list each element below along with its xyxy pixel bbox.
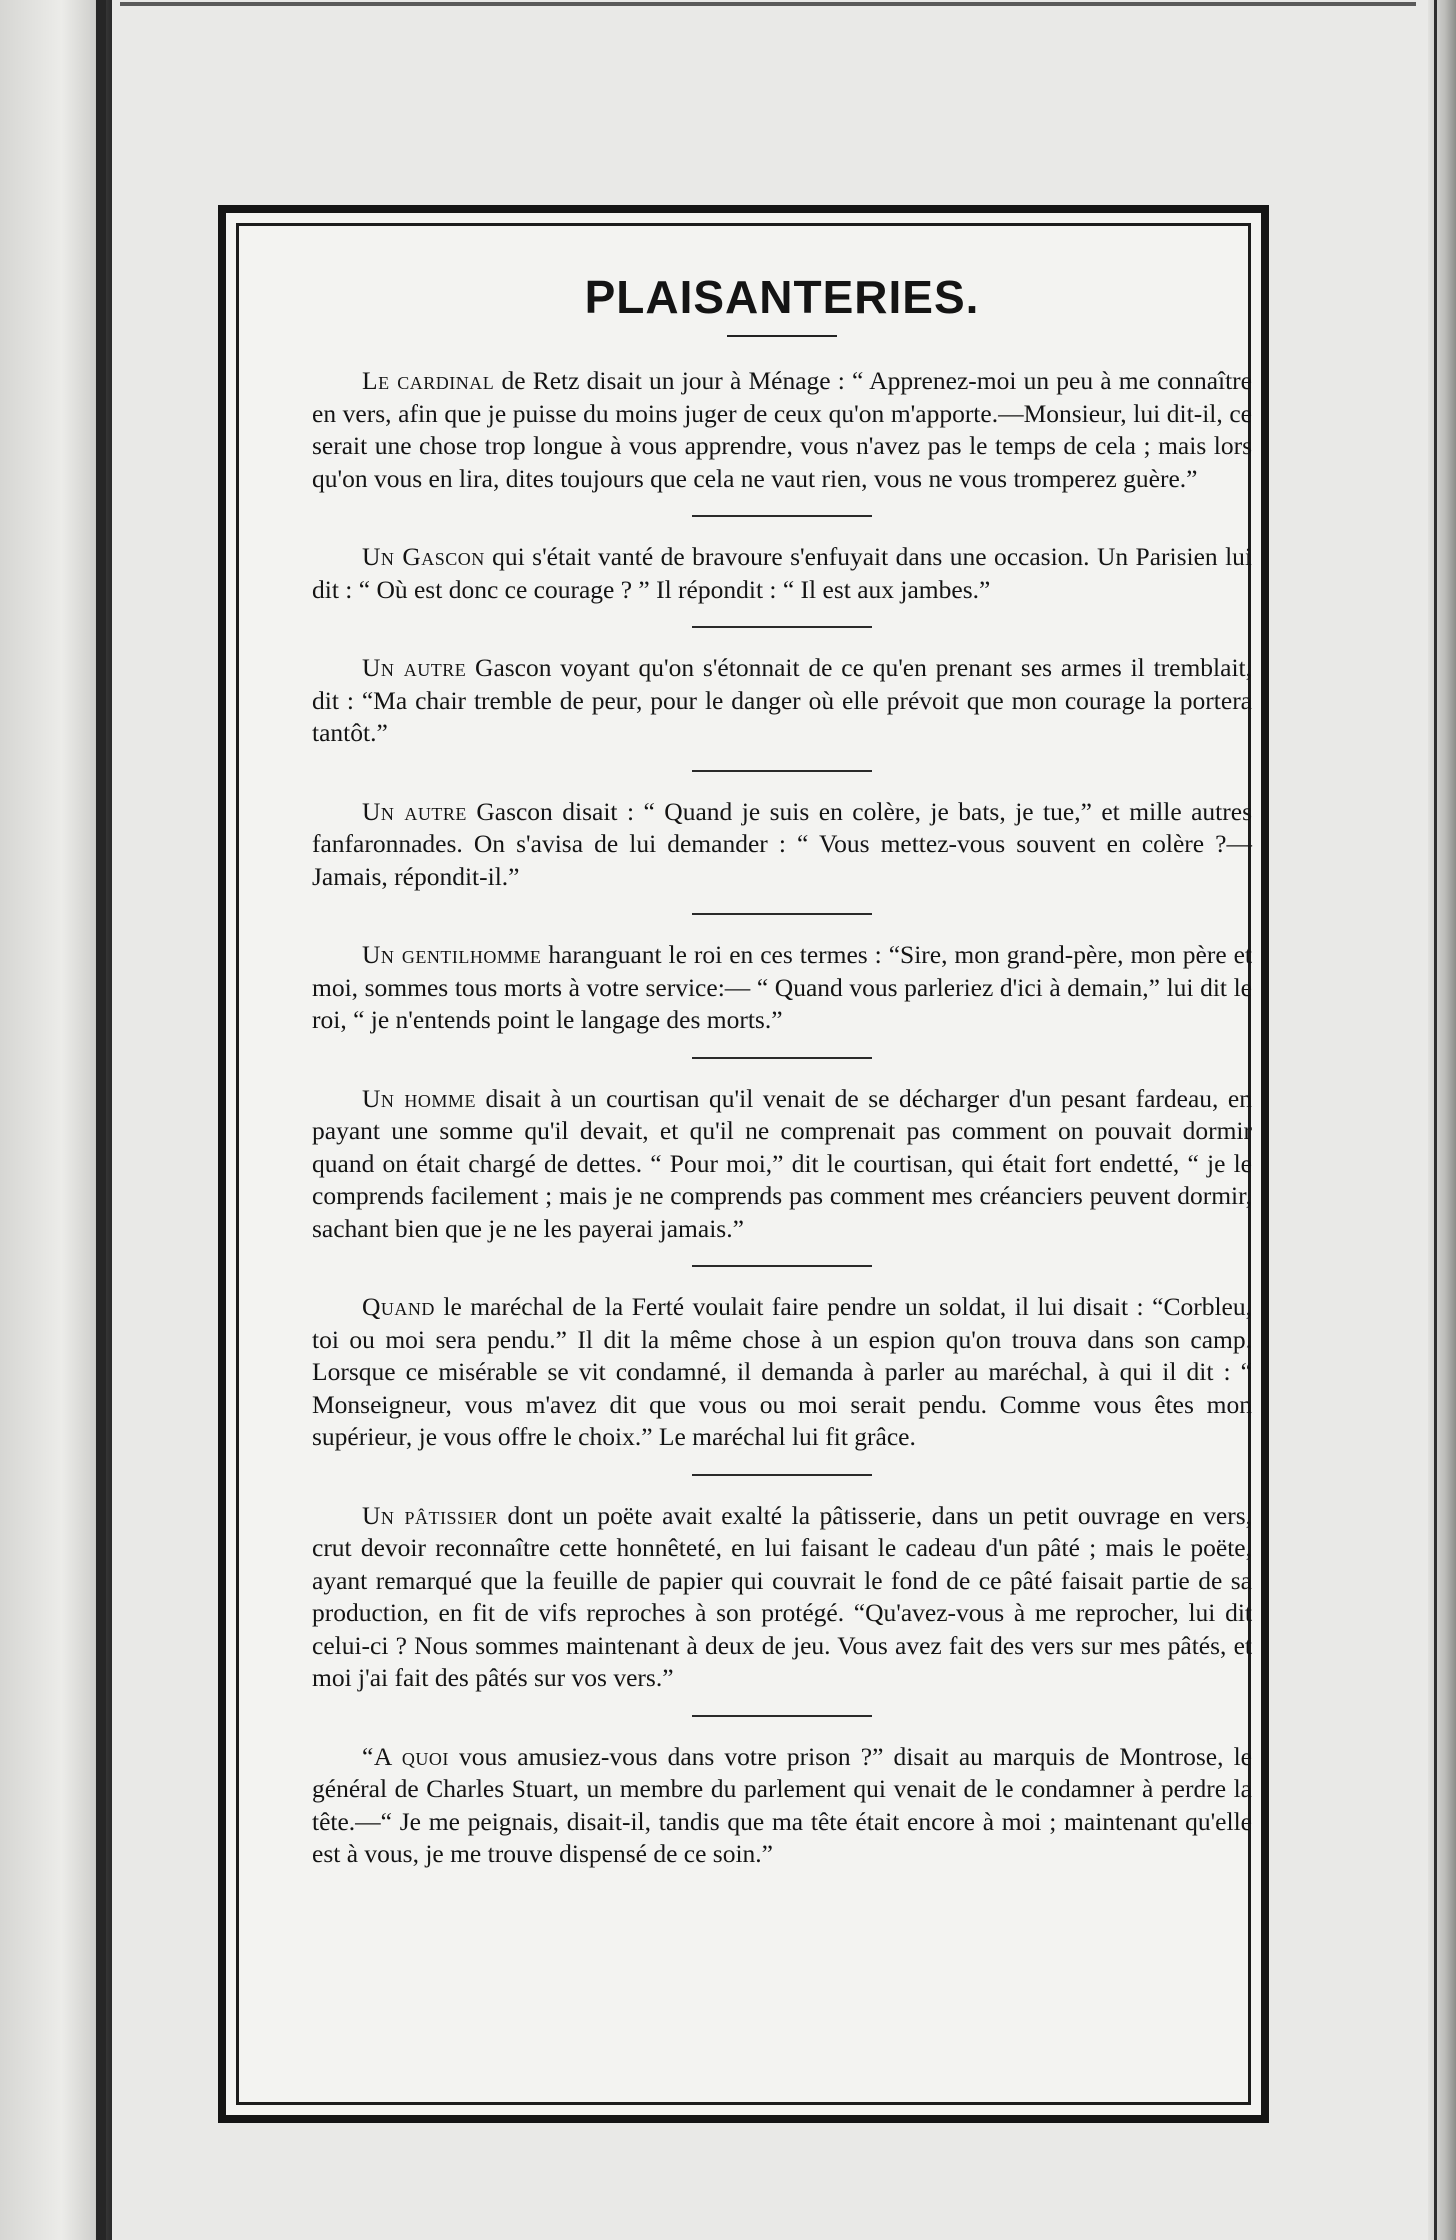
page-border-frame bbox=[218, 205, 1269, 2123]
separator-rule bbox=[692, 1057, 872, 1059]
anecdote-lead: Un autre bbox=[362, 796, 467, 826]
anecdote-lead: “A quoi bbox=[362, 1741, 449, 1771]
anecdote-lead: Un Gascon bbox=[362, 542, 485, 571]
separator-rule bbox=[692, 913, 872, 915]
title-rule bbox=[727, 335, 837, 337]
anecdote-lead: Un pâtissier bbox=[362, 1500, 498, 1530]
anecdote-lead: Quand bbox=[362, 1292, 435, 1321]
anecdote-3 bbox=[312, 652, 1252, 750]
anecdote-lead: Un autre bbox=[362, 653, 467, 682]
anecdote-text: Gascon disait : “ Quand je suis en colère, je bats, je tue,” et mille autres fanfaronnades. On s'avisa de lui demander : “ Vous mettez-vous souvent en colère ?—Jamais, répondit-il.” bbox=[312, 796, 1252, 891]
anecdote-text: le maréchal de la Ferté voulait faire pendre un soldat, il lui disait : “Corbleu, toi ou moi sera pendu.” Il dit la même chose à un espion qu'on trouva dans son camp. Lorsque ce misérable se vit condamné, il demanda à parler au maréchal, à qui il dit : “ Monseigneur, vous m'avez dit que vous ou moi serait pendu. Comme vous êtes mon supérieur, je vous offre le choix.” Le maréchal lui fit grâce. bbox=[312, 1292, 1252, 1451]
anecdote-9 bbox=[312, 1741, 1252, 1871]
separator-rule bbox=[692, 1474, 872, 1476]
page-content bbox=[312, 251, 1252, 1871]
anecdote-text: de Retz disait un jour à Ménage : “ Apprenez-moi un peu à me connaître en vers, afin que je puisse du moins juger de ceux qu'on m'apporte.—Monsieur, lui dit-il, ce serait une chose trop longue à vous apprendre, vous n'avez pas le temps de cela ; mais lors qu'on vous en lira, dites toujours que cela ne vaut rien, vous ne vous tromperez guère.” bbox=[312, 366, 1252, 493]
anecdote-1 bbox=[312, 365, 1252, 495]
page-right-edge bbox=[1428, 0, 1456, 2240]
anecdote-text: qui s'était vanté de bravoure s'enfuyait dans une occasion. Un Parisien lui dit : “ Où est donc ce courage ? ” Il répondit : “ Il est aux jambes.” bbox=[312, 542, 1253, 604]
binding-shadow bbox=[96, 0, 106, 2240]
anecdote-5 bbox=[312, 939, 1252, 1037]
anecdote-lead: Le cardinal bbox=[362, 366, 495, 395]
separator-rule bbox=[692, 515, 872, 517]
separator-rule bbox=[692, 1265, 872, 1267]
anecdote-lead: Un homme bbox=[362, 1083, 476, 1113]
anecdote-text: Gascon voyant qu'on s'étonnait de ce qu'en prenant ses armes il tremblait, dit : “Ma chair tremble de peur, pour le danger où elle prévoit que mon courage la portera tantôt.” bbox=[312, 653, 1252, 747]
anecdote-6 bbox=[312, 1083, 1252, 1246]
anecdote-text: disait à un courtisan qu'il venait de se décharger d'un pesant fardeau, en payant une somme qu'il devait, et qu'il ne comprenait pas comment on pouvait dormir quand on était chargé de dettes. “ Pour moi,” dit le courtisan, qui était fort endetté, “ je le comprends facilement ; mais je ne comprends pas comment mes créanciers peuvent dormir, sachant bien que je ne les payerai jamais.” bbox=[312, 1083, 1252, 1243]
anecdote-4 bbox=[312, 796, 1252, 894]
anecdote-text: vous amusiez-vous dans votre prison ?” disait au marquis de Montrose, le général de Charles Stuart, un membre du parlement qui venait de le condamner à perdre la tête.—“ Je me peignais, disait-il, tandis que ma tête était encore à moi ; maintenant qu'elle est à vous, je me trouve dispensé de ce soin.” bbox=[312, 1741, 1252, 1868]
separator-rule bbox=[692, 770, 872, 772]
page-title: PLAISANTERIES. bbox=[584, 271, 980, 323]
anecdote-8 bbox=[312, 1500, 1252, 1695]
anecdote-text: haranguant le roi en ces termes : “Sire, mon grand-père, mon père et moi, sommes tous morts à votre service:— “ Quand vous parleriez d'ici à demain,” lui dit le roi, “ je n'entends point le langage des morts.” bbox=[312, 940, 1252, 1034]
anecdote-text: dont un poëte avait exalté la pâtisserie, dans un petit ouvrage en vers, crut devoir reconnaître cette honnêteté, en lui faisant le cadeau d'un pâté ; mais le poëte, ayant remarqué que la feuille de papier qui couvrait le fond de ce pâté faisait partie de sa production, en fit de vifs reproches à son protégé. “Qu'avez-vous à me reprocher, lui dit celui-ci ? Nous sommes maintenant à deux de jeu. Vous avez fait des vers sur mes pâtés, et moi j'ai fait des pâtés sur vos vers.” bbox=[312, 1500, 1252, 1692]
top-page-rule bbox=[120, 2, 1416, 6]
separator-rule bbox=[692, 626, 872, 628]
anecdote-7 bbox=[312, 1291, 1252, 1454]
anecdote-lead: Un gentilhomme bbox=[362, 940, 542, 969]
anecdote-2 bbox=[312, 541, 1252, 606]
separator-rule bbox=[692, 1715, 872, 1717]
